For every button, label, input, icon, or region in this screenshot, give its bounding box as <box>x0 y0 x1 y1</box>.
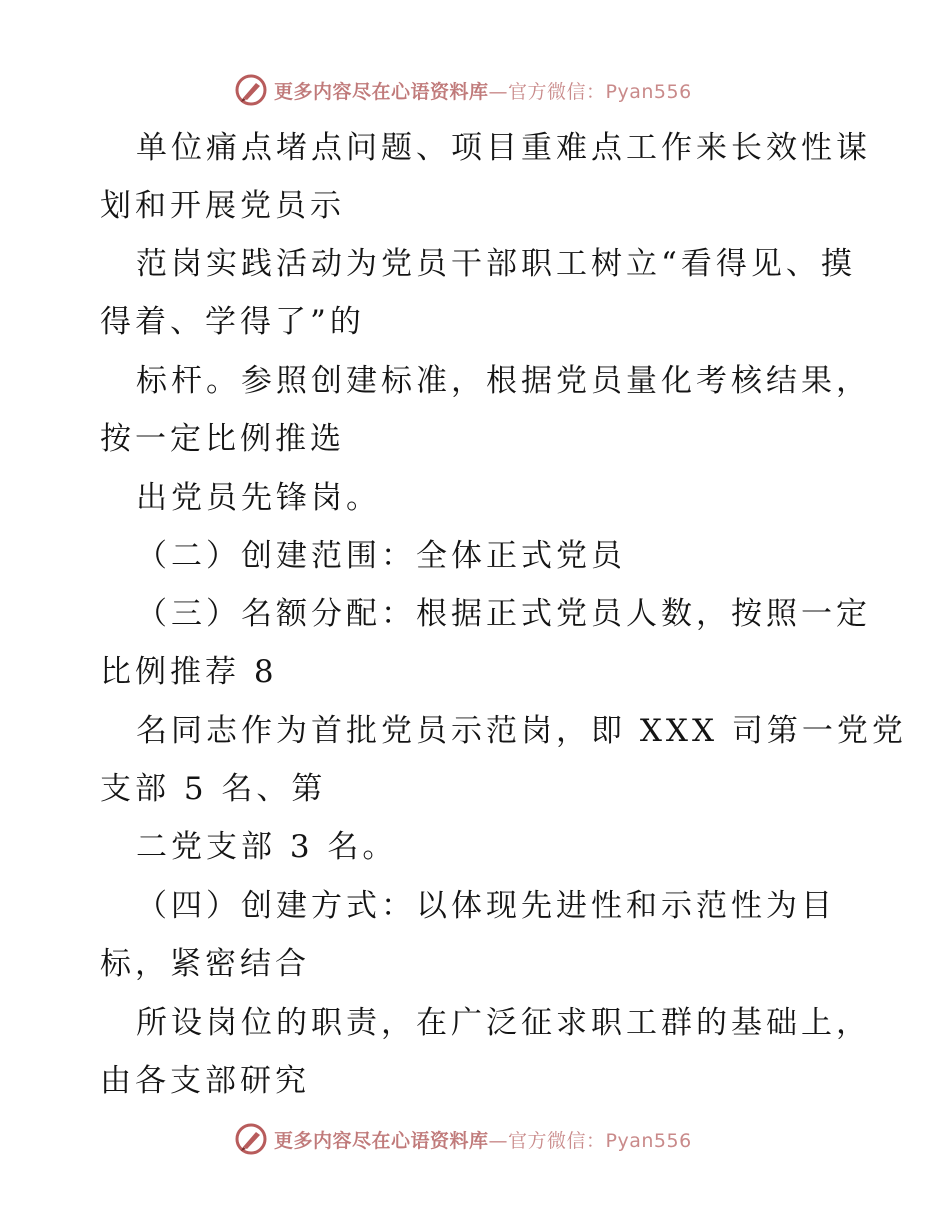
text-line: 由各支部研究 <box>100 1063 310 1099</box>
text-line: 比例推荐 8 <box>100 654 278 690</box>
text-line: 名同志作为首批党员示范岗，即 XXX 司第一党党 <box>136 713 907 749</box>
text-line: 标，紧密结合 <box>100 946 310 982</box>
text-line: （四）创建方式：以体现先进性和示范性为目 <box>136 888 836 924</box>
circle-pen-logo-icon <box>234 1122 268 1156</box>
text-line: （三）名额分配：根据正式党员人数，按照一定 <box>136 596 871 632</box>
text-line: 标杆。参照创建标准，根据党员量化考核结果， <box>136 363 871 399</box>
watermark-banner-bottom <box>234 1121 692 1157</box>
text-line: 出党员先锋岗。 <box>136 480 381 516</box>
text-line: 二党支部 3 名。 <box>136 829 398 865</box>
watermark-contact: —官方微信：Pyan556 <box>488 80 692 103</box>
text-line: 支部 5 名、第 <box>100 771 327 807</box>
watermark-text: 更多内容尽在心语资料库 <box>274 1129 489 1152</box>
watermark-contact: —官方微信：Pyan556 <box>488 1129 692 1152</box>
circle-pen-logo-icon <box>234 73 268 107</box>
text-line: 划和开展党员示 <box>100 188 345 224</box>
watermark-banner-top <box>234 72 692 108</box>
text-line: 按一定比例推选 <box>100 421 345 457</box>
text-line: 范岗实践活动为党员干部职工树立“看得见、摸 <box>136 246 856 282</box>
text-line: 得着、学得了”的 <box>100 304 365 340</box>
watermark-text: 更多内容尽在心语资料库 <box>274 80 489 103</box>
text-line: （二）创建范围：全体正式党员 <box>136 538 626 574</box>
text-line: 所设岗位的职责，在广泛征求职工群的基础上， <box>136 1005 871 1041</box>
text-line: 单位痛点堵点问题、项目重难点工作来长效性谋 <box>136 130 871 166</box>
